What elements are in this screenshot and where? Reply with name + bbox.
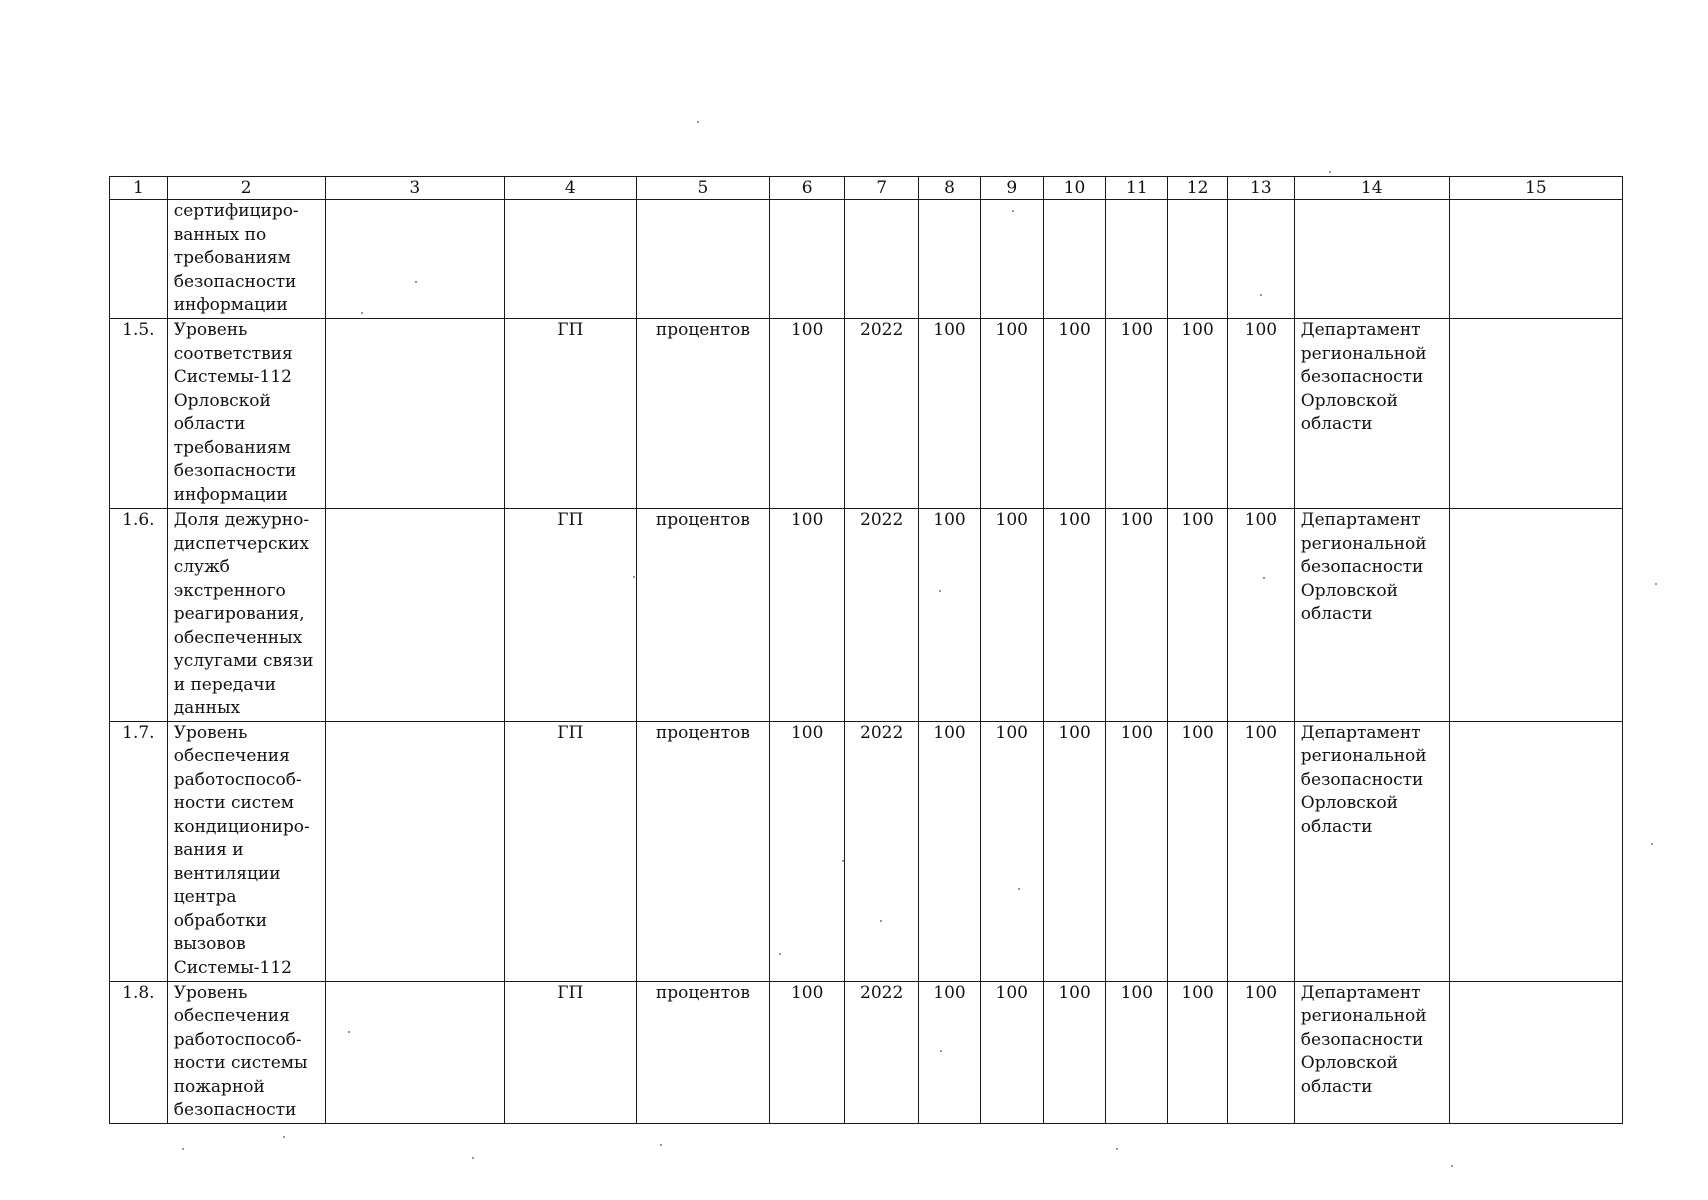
indicator-type-cell: ГП bbox=[504, 509, 636, 722]
value-cell: 100 bbox=[980, 981, 1043, 1123]
value-cell: 2022 bbox=[845, 319, 919, 509]
scan-speck bbox=[940, 1050, 942, 1052]
column-number: 8 bbox=[919, 177, 981, 200]
value-cell: 2022 bbox=[845, 721, 919, 981]
column-number: 14 bbox=[1294, 177, 1449, 200]
value-cell: 100 bbox=[770, 981, 845, 1123]
indicator-type-cell bbox=[504, 200, 636, 319]
column-3-cell bbox=[325, 200, 504, 319]
value-cell: 100 bbox=[1106, 319, 1168, 509]
scan-speck bbox=[1451, 1165, 1453, 1167]
value-cell: 100 bbox=[980, 319, 1043, 509]
table-row bbox=[110, 200, 1623, 319]
column-3-cell bbox=[325, 509, 504, 722]
column-number: 6 bbox=[770, 177, 845, 200]
column-15-cell bbox=[1449, 721, 1622, 981]
value-cell: 100 bbox=[980, 509, 1043, 722]
indicator-name-cell: сертифициро- ванных по требованиям безопасности информации bbox=[167, 200, 325, 319]
value-cell: 100 bbox=[1043, 319, 1106, 509]
column-number: 13 bbox=[1227, 177, 1294, 200]
scan-speck bbox=[472, 1157, 474, 1159]
value-cell bbox=[845, 200, 919, 319]
value-cell: 100 bbox=[1227, 721, 1294, 981]
scan-speck bbox=[348, 1031, 350, 1033]
scan-speck bbox=[182, 1148, 184, 1150]
column-number: 15 bbox=[1449, 177, 1622, 200]
row-number-cell: 1.7. bbox=[110, 721, 168, 981]
value-cell: 100 bbox=[1043, 981, 1106, 1123]
value-cell bbox=[1168, 200, 1228, 319]
value-cell: 100 bbox=[919, 981, 981, 1123]
row-number-cell: 1.5. bbox=[110, 319, 168, 509]
column-number: 11 bbox=[1106, 177, 1168, 200]
unit-cell: процентов bbox=[636, 721, 770, 981]
scan-speck bbox=[633, 576, 635, 578]
responsible-cell: Департамент региональной безопасности Орловской области bbox=[1294, 319, 1449, 509]
indicator-name-cell: Уровень обеспечения работоспособ- ности системы пожарной безопасности bbox=[167, 981, 325, 1123]
indicators-table bbox=[109, 176, 1623, 1124]
scan-speck bbox=[1651, 843, 1653, 845]
value-cell bbox=[1227, 200, 1294, 319]
unit-cell: процентов bbox=[636, 981, 770, 1123]
unit-cell: процентов bbox=[636, 509, 770, 722]
indicator-type-cell: ГП bbox=[504, 721, 636, 981]
value-cell: 100 bbox=[1227, 509, 1294, 722]
scan-speck bbox=[1263, 577, 1265, 579]
value-cell: 100 bbox=[1043, 721, 1106, 981]
column-3-cell bbox=[325, 721, 504, 981]
value-cell: 100 bbox=[770, 509, 845, 722]
column-number: 1 bbox=[110, 177, 168, 200]
indicator-name-cell: Доля дежурно- диспетчерских служб экстренного реагирования, обеспеченных услугами связи и передачи данных bbox=[167, 509, 325, 722]
scan-speck bbox=[697, 121, 699, 123]
row-number-cell: 1.8. bbox=[110, 981, 168, 1123]
value-cell: 100 bbox=[1227, 981, 1294, 1123]
scan-speck bbox=[1329, 171, 1331, 173]
unit-cell: процентов bbox=[636, 319, 770, 509]
value-cell: 2022 bbox=[845, 509, 919, 722]
column-15-cell bbox=[1449, 200, 1622, 319]
column-15-cell bbox=[1449, 319, 1622, 509]
responsible-cell: Департамент региональной безопасности Орловской области bbox=[1294, 721, 1449, 981]
column-number: 12 bbox=[1168, 177, 1228, 200]
scan-speck bbox=[283, 1136, 285, 1138]
table-row bbox=[110, 721, 1623, 981]
value-cell: 100 bbox=[1168, 981, 1228, 1123]
column-number: 5 bbox=[636, 177, 770, 200]
scan-speck bbox=[939, 590, 941, 592]
value-cell bbox=[980, 200, 1043, 319]
value-cell: 2022 bbox=[845, 981, 919, 1123]
column-number: 4 bbox=[504, 177, 636, 200]
value-cell bbox=[1106, 200, 1168, 319]
indicator-name-cell: Уровень обеспечения работоспособ- ности систем кондициониро- вания и вентиляции центра обработки вызовов Системы-112 bbox=[167, 721, 325, 981]
value-cell bbox=[1043, 200, 1106, 319]
column-number: 2 bbox=[167, 177, 325, 200]
scan-speck bbox=[361, 312, 363, 314]
scan-speck bbox=[1655, 583, 1657, 585]
indicator-type-cell: ГП bbox=[504, 319, 636, 509]
value-cell bbox=[919, 200, 981, 319]
table-body bbox=[110, 177, 1623, 1124]
value-cell: 100 bbox=[1043, 509, 1106, 722]
row-number-cell: 1.6. bbox=[110, 509, 168, 722]
column-3-cell bbox=[325, 981, 504, 1123]
value-cell bbox=[770, 200, 845, 319]
value-cell: 100 bbox=[980, 721, 1043, 981]
indicator-name-cell: Уровень соответствия Системы-112 Орловской области требованиям безопасности информации bbox=[167, 319, 325, 509]
table-row bbox=[110, 981, 1623, 1123]
scan-speck bbox=[842, 860, 844, 862]
value-cell: 100 bbox=[1168, 721, 1228, 981]
value-cell: 100 bbox=[1168, 319, 1228, 509]
value-cell: 100 bbox=[1106, 721, 1168, 981]
responsible-cell: Департамент региональной безопасности Орловской области bbox=[1294, 981, 1449, 1123]
column-number: 7 bbox=[845, 177, 919, 200]
table-row bbox=[110, 319, 1623, 509]
value-cell: 100 bbox=[919, 319, 981, 509]
scan-speck bbox=[1116, 1148, 1118, 1150]
column-number: 9 bbox=[980, 177, 1043, 200]
scan-speck bbox=[779, 953, 781, 955]
column-3-cell bbox=[325, 319, 504, 509]
row-number-cell bbox=[110, 200, 168, 319]
column-number: 3 bbox=[325, 177, 504, 200]
column-15-cell bbox=[1449, 509, 1622, 722]
value-cell: 100 bbox=[1106, 981, 1168, 1123]
value-cell: 100 bbox=[919, 509, 981, 722]
value-cell: 100 bbox=[770, 319, 845, 509]
scan-speck bbox=[880, 920, 882, 922]
scan-speck bbox=[415, 281, 417, 283]
value-cell: 100 bbox=[770, 721, 845, 981]
table-row bbox=[110, 509, 1623, 722]
scan-speck bbox=[1012, 210, 1014, 212]
indicator-type-cell: ГП bbox=[504, 981, 636, 1123]
responsible-cell bbox=[1294, 200, 1449, 319]
value-cell: 100 bbox=[1106, 509, 1168, 722]
column-number-row bbox=[110, 177, 1623, 200]
column-15-cell bbox=[1449, 981, 1622, 1123]
scan-speck bbox=[660, 1144, 662, 1146]
value-cell: 100 bbox=[1227, 319, 1294, 509]
responsible-cell: Департамент региональной безопасности Орловской области bbox=[1294, 509, 1449, 722]
scan-speck bbox=[1018, 888, 1020, 890]
unit-cell bbox=[636, 200, 770, 319]
value-cell: 100 bbox=[919, 721, 981, 981]
column-number: 10 bbox=[1043, 177, 1106, 200]
value-cell: 100 bbox=[1168, 509, 1228, 722]
scan-speck bbox=[1260, 294, 1262, 296]
